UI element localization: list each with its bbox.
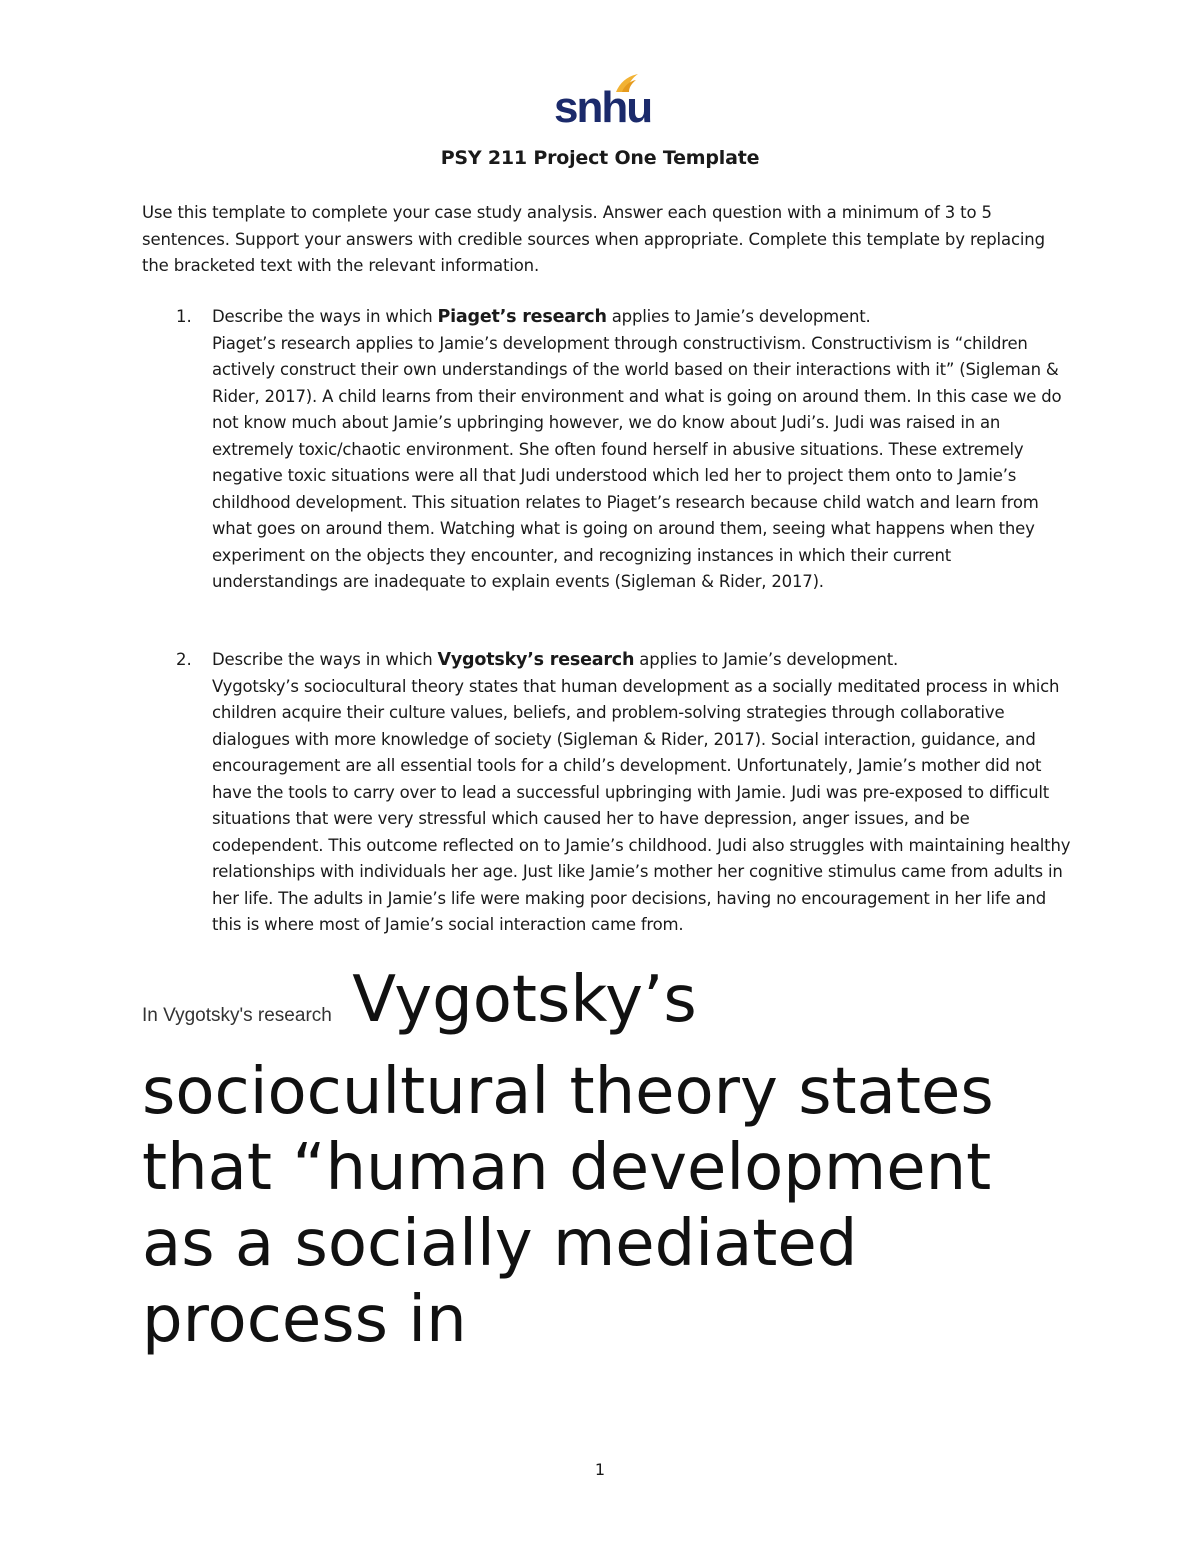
- snhu-logo: [554, 72, 652, 134]
- pasted-text-block: [142, 962, 1082, 1358]
- logo-wordmark: snhu: [554, 83, 652, 132]
- intro-paragraph: Use this template to complete your case study analysis. Answer each question with a minimum of 3 to 5 sentences. Support your answers with credible sources when appropriate. Complete this template by replacing the bracketed text with the relevant information.: [142, 203, 1045, 275]
- page-number: 1: [594, 1460, 606, 1479]
- question-item: [212, 647, 1072, 939]
- question-number: 2.: [176, 650, 192, 669]
- prompt-text: applies to Jamie’s development.: [634, 650, 899, 669]
- question-prompt: [212, 647, 1072, 674]
- prompt-text: Describe the ways in which: [212, 650, 438, 669]
- small-inline-text: In Vygotsky's research: [142, 1005, 332, 1026]
- answer-paragraph: Piaget’s research applies to Jamie’s development through constructivism. Constructivism is “children actively construct their own understandings of the world based on their interactions with it” (Sigleman & Rider, 2017). A child learns from their environment and what is going on around them. In this case we do not know much about Jamie’s upbringing however, we do know about Judi’s. Judi was raised in an extremely toxic/chaotic environment. She often found herself in abusive situations. These extremely negative toxic situations were all that Judi understood which led her to project them onto to Jamie’s childhood development. This situation relates to Piaget’s research because child watch and learn from what goes on around them. Watching what is going on around them, seeing what happens when they experiment on the objects they encounter, and recognizing instances in which their current understandings are inadequate to explain events (Sigleman & Rider, 2017).: [212, 333, 1062, 591]
- prompt-bold: Piaget’s research: [437, 307, 607, 327]
- answer-paragraph: Vygotsky’s sociocultural theory states that human development as a socially meditated process in which children acquire their culture values, beliefs, and problem-solving strategies through collaborative dialogues with more knowledge of society (Sigleman & Rider, 2017). Social interaction, guidance, and encouragement are all essential tools for a child’s development. Unfortunately, Jamie’s mother did not have the tools to carry over to lead a successful upbringing with Jamie. Judi was pre-exposed to difficult situations that were very stressful which caused her to have depression, anger issues, and be codependent. This outcome reflected on to Jamie’s childhood. Judi also struggles with maintaining healthy relationships with individuals her age. Just like Jamie’s mother her cognitive stimulus came from adults in her life. The adults in Jamie’s life were making poor decisions, having no encouragement in her life and this is where most of Jamie’s social interaction came from.: [212, 676, 1071, 934]
- question-item: [212, 304, 1072, 596]
- large-inline-text: Vygotsky’s sociocultural theory states that “human development as a socially mediated process in: [142, 963, 994, 1357]
- question-number: 1.: [176, 307, 192, 326]
- prompt-text: Describe the ways in which: [212, 307, 438, 326]
- prompt-bold: Vygotsky’s research: [437, 650, 635, 670]
- question-prompt: [212, 304, 1072, 331]
- page-title: PSY 211 Project One Template: [440, 147, 760, 169]
- prompt-text: applies to Jamie’s development.: [606, 307, 871, 326]
